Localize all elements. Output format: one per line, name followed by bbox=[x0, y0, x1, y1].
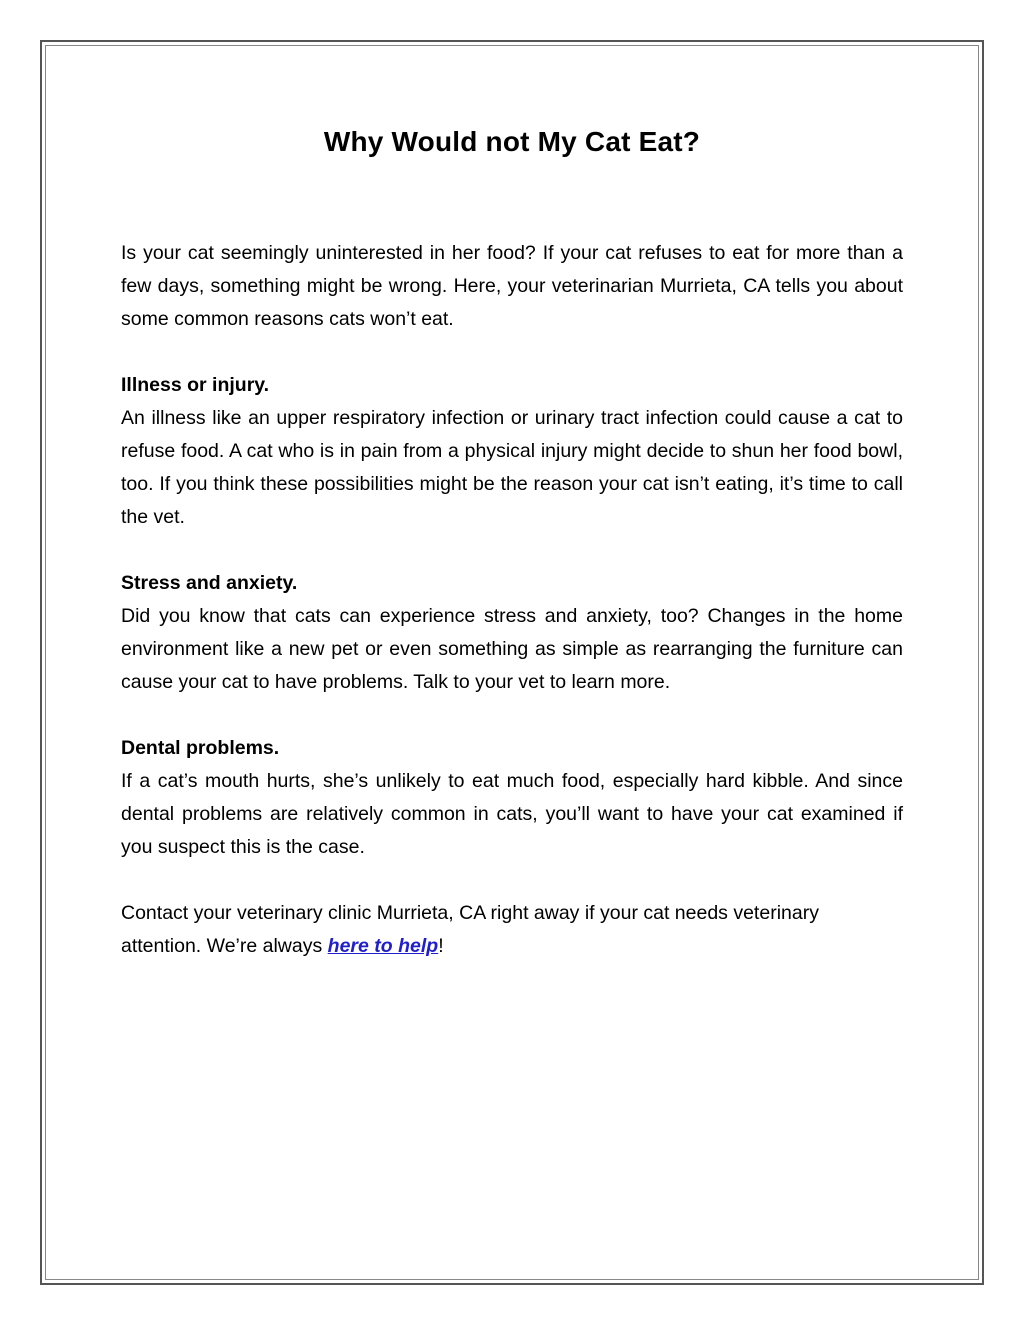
section-illness bbox=[121, 369, 903, 534]
document-body bbox=[121, 120, 903, 963]
section-body-illness: An illness like an upper respiratory infection or urinary tract infection could cause a cat to refuse food. A cat who is in pain from a physical injury might decide to shun her food bowl, too. If you think these possibilities might be the reason your cat isn’t eating, it’s time to call the vet. bbox=[121, 407, 903, 528]
closing-text: Contact your veterinary clinic Murrieta, CA right away if your cat needs veterinary attention. We’re always bbox=[121, 902, 819, 957]
section-heading-dental: Dental problems. bbox=[121, 737, 280, 759]
section-stress bbox=[121, 567, 903, 699]
section-heading-stress: Stress and anxiety. bbox=[121, 572, 298, 594]
intro-paragraph: Is your cat seemingly uninterested in her food? If your cat refuses to eat for more than a few days, something might be wrong. Here, your veterinarian Murrieta, CA tells you about some common reasons cats won’t eat. bbox=[121, 242, 903, 330]
closing-punctuation: ! bbox=[438, 935, 444, 957]
section-body-dental: If a cat’s mouth hurts, she’s unlikely to eat much food, especially hard kibble. And since dental problems are relatively common in cats, you’ll want to have your cat examined if you suspect this is the case. bbox=[121, 770, 903, 858]
section-heading-illness: Illness or injury. bbox=[121, 374, 270, 396]
document-title: Why Would not My Cat Eat? bbox=[323, 126, 701, 157]
closing-paragraph bbox=[121, 897, 903, 963]
section-dental bbox=[121, 732, 903, 864]
section-body-stress: Did you know that cats can experience stress and anxiety, too? Changes in the home environment like a new pet or even something as simple as rearranging the furniture can cause your cat to have problems. Talk to your vet to learn more. bbox=[121, 605, 903, 693]
here-to-help-link[interactable]: here to help bbox=[327, 935, 439, 957]
